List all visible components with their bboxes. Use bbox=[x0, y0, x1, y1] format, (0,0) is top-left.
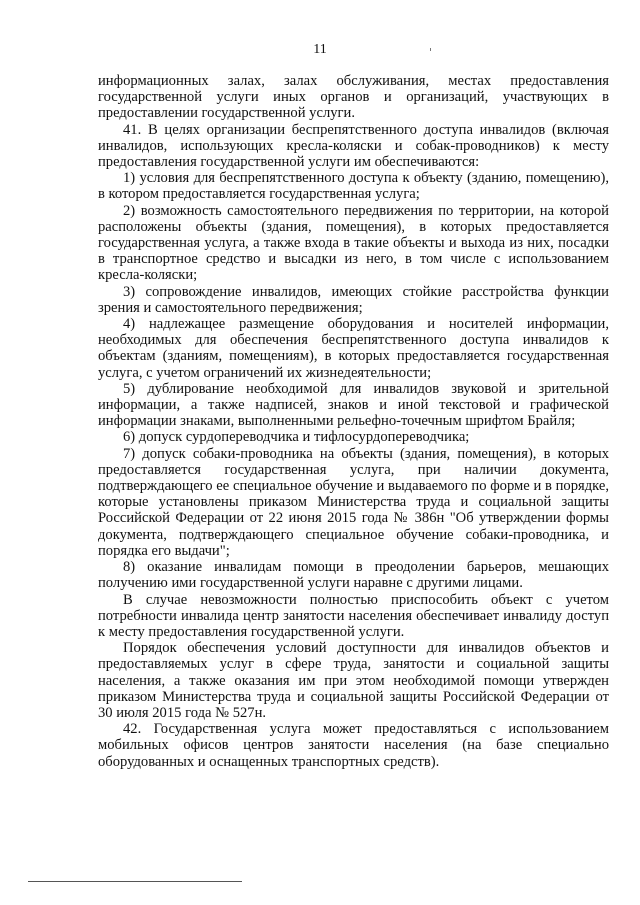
list-item-8: 8) оказание инвалидам помощи в преодолении барьеров, мешающих получению ими государственной услуги наравне с другими лицами. bbox=[98, 559, 609, 592]
paragraph-procedure: Порядок обеспечения условий доступности для инвалидов объектов и предоставляемых услуг в сфере труда, занятости и социальной защиты населения, а также оказания им при этом необходимой помощи утвержден приказом Министерства труда и социальной защиты Российской Федерации от 30 июля 2015 года № 527н. bbox=[98, 640, 609, 721]
paragraph-42: 42. Государственная услуга может предоставляться с использованием мобильных офисов центров занятости населения (на базе специально оборудованных и оснащенных транспортных средств). bbox=[98, 721, 609, 770]
list-item-3: 3) сопровождение инвалидов, имеющих стойкие расстройства функции зрения и самостоятельного передвижения; bbox=[98, 283, 609, 316]
list-item-7: 7) допуск собаки-проводника на объекты (здания, помещения), в которых предоставляется государственная услуга, при наличии документа, подтверждающего ее специальное обучение и выдаваемого по форме и в порядке, которые установлены приказом Министерства труда и социальной защиты Российской Федерации от 22 июня 2015 года № 386н "Об утверждении формы документа, подтверждающего специальное обучение собаки-проводника, и порядка его выдачи"; bbox=[98, 445, 609, 559]
list-item-5: 5) дублирование необходимой для инвалидов звуковой и зрительной информации, а также надписей, знаков и иной текстовой и графической информации знаками, выполненными рельефно-точечным шрифтом Брайля; bbox=[98, 380, 609, 430]
paragraph-continuation: информационных залах, залах обслуживания, местах предоставления государственной услуги иных органов и организаций, участвующих в предоставлении государственной услуги. bbox=[98, 73, 609, 122]
footer-line bbox=[28, 881, 242, 882]
list-item-1: 1) условия для беспрепятственного доступа к объекту (зданию, помещению), в котором предоставляется государственная услуга; bbox=[98, 170, 609, 203]
paragraph-impossibility: В случае невозможности полностью приспособить объект с учетом потребности инвалида центр занятости населения обеспечивает инвалиду доступ к месту предоставления государственной услуги. bbox=[98, 591, 609, 640]
list-item-2: 2) возможность самостоятельного передвижения по территории, на которой расположены объекты (здания, помещения), в которых предоставляется государственная услуга, а также входа в такие объекты и выхода из них, посадки в транспортное средство и высадки из него, в том числе с использованием кресла-коляски; bbox=[98, 202, 609, 284]
scan-speck bbox=[430, 48, 431, 51]
paragraph-41: 41. В целях организации беспрепятственного доступа инвалидов (включая инвалидов, использующих кресла-коляски и собак-проводников) к месту предоставления государственной услуги им обеспечиваются: bbox=[98, 121, 609, 171]
page-number: 11 bbox=[313, 42, 327, 57]
list-item-4: 4) надлежащее размещение оборудования и носителей информации, необходимых для обеспечения беспрепятственного доступа инвалидов к объектам (зданиям, помещениям), в которых предоставляется государственная услуга, с учетом ограничений их жизнедеятельности; bbox=[98, 316, 609, 381]
document-body bbox=[98, 73, 609, 770]
list-item-6: 6) допуск сурдопереводчика и тифлосурдопереводчика; bbox=[123, 429, 470, 446]
